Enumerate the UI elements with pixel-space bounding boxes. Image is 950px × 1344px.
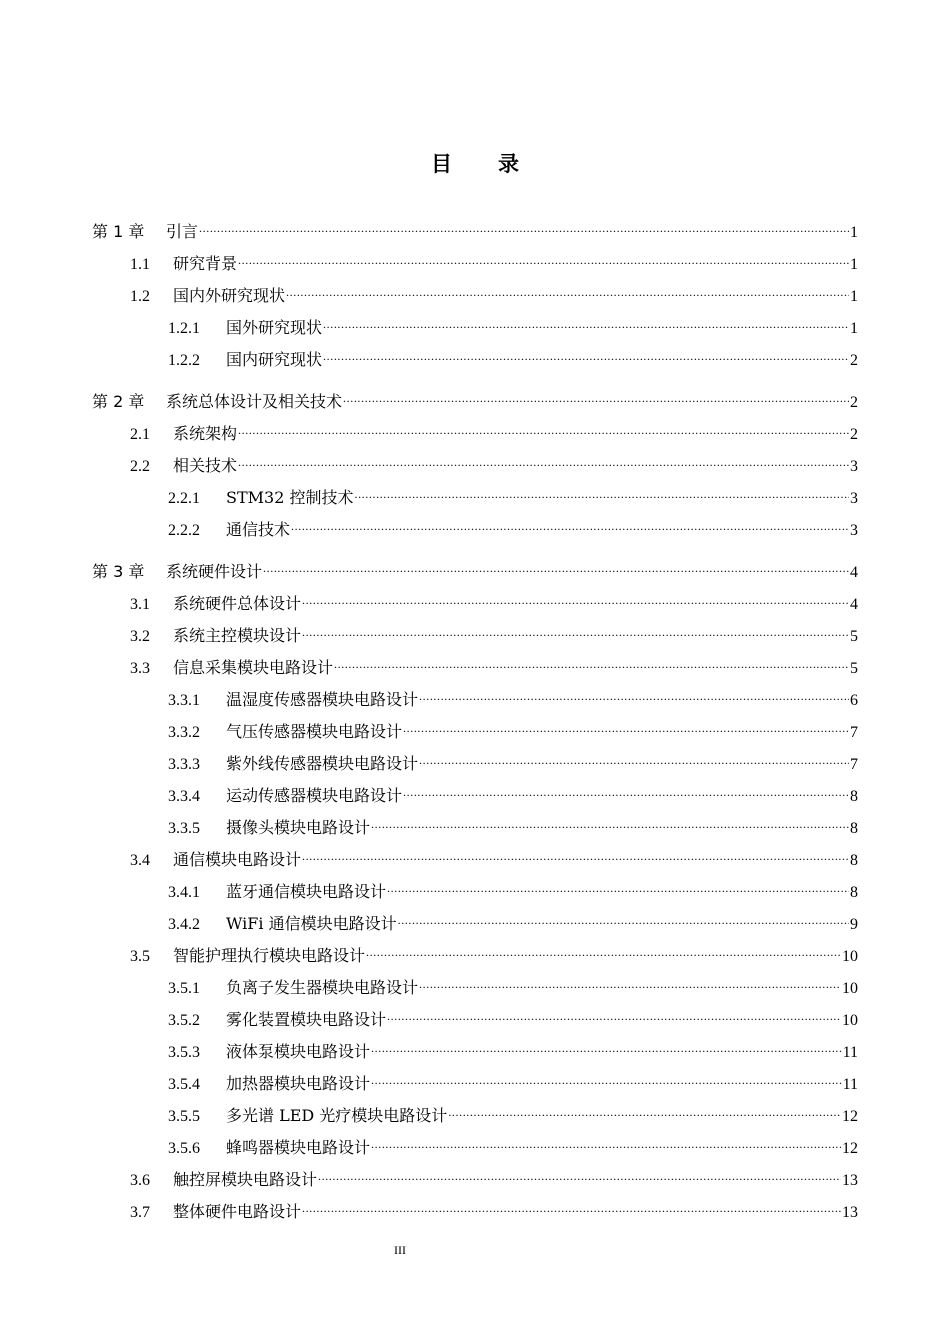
toc-entry-page: 3 bbox=[850, 522, 858, 539]
toc-dot-leader bbox=[323, 309, 849, 333]
toc-entry-page: 11 bbox=[842, 1076, 858, 1093]
toc-entry-page: 7 bbox=[850, 756, 858, 773]
toc-entry-page: 8 bbox=[850, 884, 858, 901]
toc-section-entry[interactable] bbox=[130, 585, 858, 613]
toc-entry-page: 8 bbox=[850, 820, 858, 837]
toc-entry-page: 12 bbox=[842, 1108, 858, 1125]
toc-entry-number: 3.3.3 bbox=[168, 756, 200, 773]
toc-entry-title: 负离子发生器模块电路设计 bbox=[226, 978, 419, 997]
toc-entry-number: 2.2.1 bbox=[168, 490, 200, 507]
toc-entry-title: 研究背景 bbox=[173, 254, 238, 273]
toc-section-entry[interactable] bbox=[130, 1193, 858, 1221]
toc-dot-leader bbox=[323, 341, 849, 365]
toc-entry-number: 3.3.2 bbox=[168, 724, 200, 741]
toc-entry-title: 系统主控模块设计 bbox=[173, 626, 302, 645]
toc-entry-number: 3.5.1 bbox=[168, 980, 200, 997]
toc-dot-leader bbox=[448, 1097, 841, 1121]
toc-entry-title: 国外研究现状 bbox=[226, 318, 323, 337]
toc-entry-number: 3.2 bbox=[130, 628, 150, 645]
toc-entry-number: 1.2.2 bbox=[168, 352, 200, 369]
toc-subsection-entry[interactable] bbox=[168, 511, 858, 539]
toc-subsection-entry[interactable] bbox=[168, 873, 858, 901]
toc-dot-leader bbox=[199, 213, 849, 237]
toc-entry-page: 5 bbox=[850, 628, 858, 645]
toc-entry-title: 信息采集模块电路设计 bbox=[173, 658, 334, 677]
toc-entry-number: 3.7 bbox=[130, 1204, 150, 1221]
toc-title-char-1: 目 bbox=[431, 152, 452, 176]
toc-entry-number: 1.2.1 bbox=[168, 320, 200, 337]
toc-dot-leader bbox=[343, 383, 849, 407]
toc-entry-title: 摄像头模块电路设计 bbox=[226, 818, 371, 837]
toc-section-entry[interactable] bbox=[130, 245, 858, 273]
toc-entry-page: 3 bbox=[850, 490, 858, 507]
toc-entry-title: 整体硬件电路设计 bbox=[173, 1202, 302, 1221]
toc-dot-leader bbox=[398, 905, 849, 929]
toc-entry-title: 触控屏模块电路设计 bbox=[173, 1170, 318, 1189]
toc-entry-number: 3.5.6 bbox=[168, 1140, 200, 1157]
toc-entry-title: WiFi 通信模块电路设计 bbox=[226, 914, 397, 933]
toc-entry-title: 通信技术 bbox=[226, 520, 291, 539]
toc-entry-page: 2 bbox=[850, 426, 858, 443]
toc-entry-number: 3.3.1 bbox=[168, 692, 200, 709]
toc-entry-title: STM32 控制技术 bbox=[226, 488, 354, 507]
toc-subsection-entry[interactable] bbox=[168, 1065, 858, 1093]
toc-entry-number: 3.4.2 bbox=[168, 916, 200, 933]
toc-entry-number: 3.5.5 bbox=[168, 1108, 200, 1125]
toc-entry-number: 2.1 bbox=[130, 426, 150, 443]
toc-subsection-entry[interactable] bbox=[168, 745, 858, 773]
toc-chapter-entry[interactable] bbox=[92, 213, 858, 241]
toc-entry-title: 液体泵模块电路设计 bbox=[226, 1042, 371, 1061]
toc-subsection-entry[interactable] bbox=[168, 777, 858, 805]
toc-subsection-entry[interactable] bbox=[168, 905, 858, 933]
toc-section-entry[interactable] bbox=[130, 277, 858, 305]
toc-entry-number: 第 3 章 bbox=[92, 562, 145, 581]
toc-dot-leader bbox=[371, 809, 849, 833]
toc-entry-page: 10 bbox=[842, 1012, 858, 1029]
toc-entry-number: 3.3 bbox=[130, 660, 150, 677]
toc-dot-leader bbox=[302, 617, 849, 641]
toc-section-entry[interactable] bbox=[130, 617, 858, 645]
toc-entry-number: 3.4.1 bbox=[168, 884, 200, 901]
toc-subsection-entry[interactable] bbox=[168, 341, 858, 369]
toc-entry-page: 8 bbox=[850, 852, 858, 869]
toc-dot-leader bbox=[419, 969, 841, 993]
toc-entry-number: 3.5.4 bbox=[168, 1076, 200, 1093]
toc-dot-leader bbox=[291, 511, 849, 535]
toc-subsection-entry[interactable] bbox=[168, 479, 858, 507]
toc-dot-leader bbox=[302, 1193, 841, 1217]
toc-entry-title: 相关技术 bbox=[173, 456, 238, 475]
toc-entry-page: 2 bbox=[850, 394, 858, 411]
toc-dot-leader bbox=[302, 585, 849, 609]
toc-entry-title: 紫外线传感器模块电路设计 bbox=[226, 754, 419, 773]
toc-dot-leader bbox=[371, 1065, 842, 1089]
toc-dot-leader bbox=[238, 447, 849, 471]
toc-section-entry[interactable] bbox=[130, 649, 858, 677]
page-number: III bbox=[394, 1243, 406, 1257]
toc-dot-leader bbox=[403, 713, 849, 737]
toc-entry-number: 1.2 bbox=[130, 288, 150, 305]
toc-entry-page: 4 bbox=[850, 564, 858, 581]
toc-subsection-entry[interactable] bbox=[168, 713, 858, 741]
toc-entry-number: 2.2 bbox=[130, 458, 150, 475]
toc-entry-page: 9 bbox=[850, 916, 858, 933]
toc-entry-number: 3.5.3 bbox=[168, 1044, 200, 1061]
toc-subsection-entry[interactable] bbox=[168, 1001, 858, 1029]
toc-entry-page: 2 bbox=[850, 352, 858, 369]
toc-entry-title: 通信模块电路设计 bbox=[173, 850, 302, 869]
toc-entry-page: 10 bbox=[842, 980, 858, 997]
toc-chapter-entry[interactable] bbox=[92, 383, 858, 411]
toc-entry-title: 系统总体设计及相关技术 bbox=[166, 392, 343, 411]
toc-subsection-entry[interactable] bbox=[168, 1097, 858, 1125]
toc-entry-number: 3.5.2 bbox=[168, 1012, 200, 1029]
toc-entry-number: 第 1 章 bbox=[92, 222, 145, 241]
toc-subsection-entry[interactable] bbox=[168, 809, 858, 837]
toc-dot-leader bbox=[286, 277, 849, 301]
toc-dot-leader bbox=[238, 415, 849, 439]
toc-entry-page: 4 bbox=[850, 596, 858, 613]
toc-dot-leader bbox=[318, 1161, 841, 1185]
toc-entry-title: 系统硬件设计 bbox=[166, 562, 263, 581]
toc-entry-number: 3.3.5 bbox=[168, 820, 200, 837]
toc-section-entry[interactable] bbox=[130, 841, 858, 869]
toc-entry-page: 1 bbox=[850, 224, 858, 241]
toc-subsection-entry[interactable] bbox=[168, 1033, 858, 1061]
toc-entry-title: 智能护理执行模块电路设计 bbox=[173, 946, 366, 965]
toc-entry-page: 10 bbox=[842, 948, 858, 965]
toc-subsection-entry[interactable] bbox=[168, 309, 858, 337]
toc-entry-title: 蜂鸣器模块电路设计 bbox=[226, 1138, 371, 1157]
toc-dot-leader bbox=[238, 245, 849, 269]
toc-entry-number: 1.1 bbox=[130, 256, 150, 273]
toc-entry-number: 3.5 bbox=[130, 948, 150, 965]
toc-dot-leader bbox=[366, 937, 841, 961]
toc-entry-page: 8 bbox=[850, 788, 858, 805]
toc-dot-leader bbox=[387, 1001, 841, 1025]
toc-dot-leader bbox=[263, 553, 849, 577]
toc-entry-page: 1 bbox=[850, 320, 858, 337]
toc-subsection-entry[interactable] bbox=[168, 1129, 858, 1157]
toc-entry-title: 国内研究现状 bbox=[226, 350, 323, 369]
toc-entry-title: 温湿度传感器模块电路设计 bbox=[226, 690, 419, 709]
toc-entry-title: 系统硬件总体设计 bbox=[173, 594, 302, 613]
toc-dot-leader bbox=[371, 1033, 842, 1057]
toc-entry-page: 13 bbox=[842, 1204, 858, 1221]
toc-entry-title: 雾化装置模块电路设计 bbox=[226, 1010, 387, 1029]
toc-entry-page: 6 bbox=[850, 692, 858, 709]
toc-entry-page: 7 bbox=[850, 724, 858, 741]
toc-dot-leader bbox=[387, 873, 849, 897]
toc-entry-title: 运动传感器模块电路设计 bbox=[226, 786, 403, 805]
toc-entry-title: 引言 bbox=[166, 222, 199, 241]
toc-section-entry[interactable] bbox=[130, 1161, 858, 1189]
toc-dot-leader bbox=[419, 745, 849, 769]
toc-entry-number: 3.6 bbox=[130, 1172, 150, 1189]
toc-entry-title: 蓝牙通信模块电路设计 bbox=[226, 882, 387, 901]
toc-entry-number: 第 2 章 bbox=[92, 392, 145, 411]
toc-entry-title: 气压传感器模块电路设计 bbox=[226, 722, 403, 741]
toc-chapter-entry[interactable] bbox=[92, 553, 858, 581]
toc-entry-number: 2.2.2 bbox=[168, 522, 200, 539]
toc-dot-leader bbox=[354, 479, 849, 503]
toc-dot-leader bbox=[419, 681, 849, 705]
toc-section-entry[interactable] bbox=[130, 447, 858, 475]
toc-entry-page: 13 bbox=[842, 1172, 858, 1189]
toc-entry-number: 3.4 bbox=[130, 852, 150, 869]
toc-entry-page: 1 bbox=[850, 288, 858, 305]
toc-entry-title: 加热器模块电路设计 bbox=[226, 1074, 371, 1093]
toc-dot-leader bbox=[334, 649, 849, 673]
toc-section-entry[interactable] bbox=[130, 937, 858, 965]
toc-entry-page: 1 bbox=[850, 256, 858, 273]
toc-entry-page: 3 bbox=[850, 458, 858, 475]
toc-title bbox=[0, 148, 950, 178]
toc-entry-number: 3.3.4 bbox=[168, 788, 200, 805]
toc-dot-leader bbox=[403, 777, 849, 801]
toc-entry-number: 3.1 bbox=[130, 596, 150, 613]
toc-subsection-entry[interactable] bbox=[168, 681, 858, 709]
toc-entry-title: 多光谱 LED 光疗模块电路设计 bbox=[226, 1106, 448, 1125]
toc-dot-leader bbox=[371, 1129, 841, 1153]
toc-entry-title: 国内外研究现状 bbox=[173, 286, 286, 305]
toc-title-char-2: 录 bbox=[498, 152, 519, 176]
toc-subsection-entry[interactable] bbox=[168, 969, 858, 997]
toc-entry-title: 系统架构 bbox=[173, 424, 238, 443]
toc-entry-page: 11 bbox=[842, 1044, 858, 1061]
toc-section-entry[interactable] bbox=[130, 415, 858, 443]
toc-dot-leader bbox=[302, 841, 849, 865]
toc-entry-page: 5 bbox=[850, 660, 858, 677]
toc-entry-page: 12 bbox=[842, 1140, 858, 1157]
